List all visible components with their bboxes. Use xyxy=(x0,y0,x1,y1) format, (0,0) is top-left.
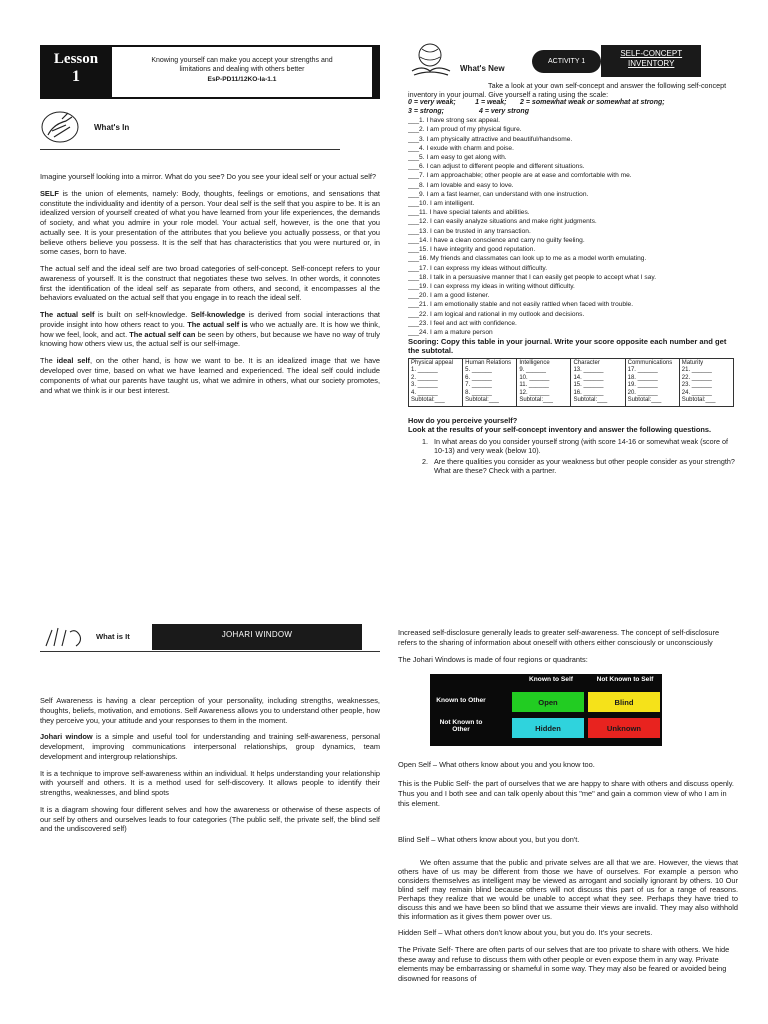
hidden-quadrant: Hidden xyxy=(512,718,584,738)
score-entry: 18. ______ xyxy=(627,374,658,381)
inventory-item: ___10. I am intelligent. xyxy=(408,200,475,208)
score-entry: 14. ______ xyxy=(573,374,604,381)
inventory-list xyxy=(408,116,738,337)
what-is-it-header xyxy=(40,622,380,652)
activity-intro: Take a look at your own self-concept and answer the following self-concept inventory in your journal. Give yourself a rating using the scale: xyxy=(408,81,727,99)
inventory-item: ___3. I am physically attractive and beautiful/handsome. xyxy=(408,135,573,143)
inventory-item: ___13. I can be trusted in any transaction. xyxy=(408,227,531,235)
score-entry: 1. ______ xyxy=(411,367,438,374)
score-entry: 15. ______ xyxy=(573,382,604,389)
inventory-item: ___20. I am a good listener. xyxy=(408,292,490,300)
inventory-item: ___16. My friends and classmates can look up to me as a model worth emulating. xyxy=(408,255,647,263)
score-table-row xyxy=(409,358,734,406)
what-is-it-panel xyxy=(40,622,380,1022)
inventory-item: ___17. I can express my ideas without difficulty. xyxy=(408,264,548,272)
score-entry: 22. ______ xyxy=(681,374,712,381)
score-entry: 19. ______ xyxy=(627,382,658,389)
whats-in-header xyxy=(40,109,340,150)
hidden-self-definition: Hidden Self – What others don't know about you, but you do. It's your secrets. xyxy=(398,927,653,937)
score-category-cell xyxy=(571,358,625,406)
lesson-tagline: Knowing yourself can make you accept your strengths and limitations and dealing with others better xyxy=(151,57,333,73)
score-entry: 3. ______ xyxy=(411,382,438,389)
lesson-header xyxy=(40,45,380,99)
paragraph-self-awareness: Self Awareness is having a clear perception of your personality, including strengths, weaknesses, thoughts, beliefs, motivation, and emotions. Self Awareness allows you to understand other people, how they perceive you, your attitude and your responses to them in the moment. xyxy=(40,696,380,725)
unknown-quadrant: Unknown xyxy=(588,718,660,738)
score-category-cell xyxy=(409,358,463,406)
inventory-item: ___18. I talk in a persuasive manner that I can easily get people to accept what I say. xyxy=(408,273,657,281)
paragraph-johari-technique: It is a technique to improve self-awareness within an individual. It helps understanding your relationship with yourself and others. It is a method used for self-discovery. It allows people to identify their strengths, weaknesses, and blind spots xyxy=(40,768,380,798)
inventory-item: ___9. I am a fast learner, can understand with one instruction. xyxy=(408,190,589,198)
lesson-badge xyxy=(40,45,112,99)
hands-icon xyxy=(40,624,90,650)
score-category-heading: Physical appeal xyxy=(411,359,454,366)
whats-new-header xyxy=(408,40,738,82)
score-entry: 17. ______ xyxy=(627,367,658,374)
inventory-item: ___14. I have a clean conscience and carry no guilty feeling. xyxy=(408,236,585,244)
score-entry: 4. ______ xyxy=(411,389,438,396)
hands-globe-icon xyxy=(408,41,454,81)
inventory-item: ___6. I can adjust to different people and different situations. xyxy=(408,163,585,171)
inventory-item: ___11. I have special talents and abilities. xyxy=(408,209,530,217)
score-category-heading: Human Relations xyxy=(465,359,512,366)
activity-title xyxy=(601,45,701,77)
perceive-instructions: Look at the results of your self-concept inventory and answer the following questions. xyxy=(408,424,712,434)
row-header-not-known: Not Known to Other xyxy=(439,719,483,734)
score-entry: 12. ______ xyxy=(519,389,550,396)
score-category-cell xyxy=(463,358,517,406)
col-header-known: Known to Self xyxy=(529,676,573,684)
paragraph-johari-definition: Johari window is a simple and useful tool for understanding and training self-awareness, personal development, improving communications interpersonal relationships, group dynamics, team development and intergroup relationships. xyxy=(40,732,380,761)
inventory-item: ___22. I am logical and rational in my outlook and decisions. xyxy=(408,310,585,318)
score-entry: 20. ______ xyxy=(627,389,658,396)
open-quadrant: Open xyxy=(512,692,584,712)
hand-icon xyxy=(40,109,84,145)
inventory-item: ___2. I am proud of my physical figure. xyxy=(408,126,522,134)
johari-window-title: JOHARI WINDOW xyxy=(152,624,362,650)
open-self-definition: Open Self – What others know about you and you know too. xyxy=(398,760,595,770)
score-category-heading: Communications xyxy=(627,359,673,366)
what-is-it-heading: What is It xyxy=(96,632,130,641)
scale-line-1: 0 = very weak; 1 = weak; 2 = somewhat weak or somewhat at strong; xyxy=(408,99,665,107)
paragraph-actual-self: The actual self is built on self-knowledge. Self-knowledge is derived from social interactions that provide insight into how others react to you. The actual self is who we actually are. It is how we think, how we feel, look, and act. The actual self can be seen by others, but because we have no way of truly knowing how others view us, the actual self is our self-image. xyxy=(40,310,380,349)
reflection-question: 1. In what areas do you consider yourself strong (with score 14-16 or somewhat weak (score of 10-13) and very weak (below 10). xyxy=(430,437,738,455)
blind-self-definition: Blind Self – What others know about you, but you don't. xyxy=(398,834,580,844)
reflection-question: 2. Are there qualities you consider as your weakness but other people consider as your strength? What are these? Check with a partner. xyxy=(430,457,738,475)
score-entry: 10. ______ xyxy=(519,374,550,381)
score-category-heading: Maturity xyxy=(681,359,704,366)
lesson-tagline-box xyxy=(112,45,380,99)
score-category-cell xyxy=(625,358,679,406)
scoring-instructions: Scoring: Copy this table in your journal. Write your score opposite each number and get the subtotal. xyxy=(408,337,727,356)
score-entry: 2. ______ xyxy=(411,374,438,381)
row-header-known: Known to Other xyxy=(436,697,486,705)
score-entry: Subtotal:___ xyxy=(681,397,716,404)
johari-window-diagram xyxy=(430,674,662,746)
inventory-item: ___21. I am emotionally stable and not easily rattled when faced with trouble. xyxy=(408,301,634,309)
score-entry: 16. ______ xyxy=(573,389,604,396)
inventory-item: ___4. I exude with charm and poise. xyxy=(408,144,514,152)
lesson-number: 1 xyxy=(72,67,80,85)
hidden-self-description: The Private Self- There are often parts of our selves that are too private to share with others. We hide these away and refuse to discuss them with other people or even expose them in any way. Private elements may be embarrassing or shameful in some way. They may also be feared or avoided being disowned for reasons of xyxy=(398,944,730,984)
inventory-item: ___12. I can easily analyze situations and make right judgments. xyxy=(408,218,597,226)
score-entry: Subtotal:___ xyxy=(573,397,608,404)
score-entry: 9. ______ xyxy=(519,367,547,374)
whats-in-heading: What's In xyxy=(94,122,130,132)
score-entry: 7. ______ xyxy=(465,382,492,389)
quadrants-intro: The Johari Windows is made of four regions or quadrants: xyxy=(398,654,588,664)
paragraph-self-definition: SELF is the union of elements, namely: Body, thoughts, feelings or emotions, and sensations that constitute the individuality and identity of a person. Your deal self is the self that you aspire to be. It is an idealized version of yourself created of what you have learned from your life experiences, the demands of society, and what you admire in your role model. Your actual self, however, is the one that you actually see. It is your presentation of the attributes that you believe you actually possess, or that you believe others believe you possess. It is the self that has characteristics that you were nurtured or, in some cases, born to have. xyxy=(40,188,380,257)
inventory-item: ___8. I am lovable and easy to love. xyxy=(408,181,514,189)
paragraph-mirror: Imagine yourself looking into a mirror. What do you see? Do you see your ideal self or your actual self? xyxy=(40,172,377,181)
inventory-item: ___15. I have integrity and good reputation. xyxy=(408,246,536,254)
lesson-intro-panel xyxy=(40,45,380,605)
self-disclosure-paragraph: Increased self-disclosure generally leads to greater self-awareness. The concept of self-disclosure refers to the sharing of information about oneself with others either consciously or unconsciously xyxy=(398,628,720,647)
score-entry: 5. ______ xyxy=(465,367,492,374)
score-category-heading: Character xyxy=(573,359,600,366)
score-entry: Subtotal:___ xyxy=(465,397,499,404)
score-entry: 8. ______ xyxy=(465,389,492,396)
blind-self-description: We often assume that the public and private selves are all that we are. However, the views that others have of us may be different from those we have of ourselves. For example a person who considers themselves as intelligent may be viewed as arrogant and socially ignorant by others. 10 Our blind self may remain blind because others will not discuss this part of us for a range of reasons. Perhaps they realize that we would be unable to accept what they see. Perhaps they have tried to discuss this and we have been so blind that we assume their views are invalid. They may also withhold this information as it gives them power over us. xyxy=(398,857,738,921)
score-entry: 6. ______ xyxy=(465,374,492,381)
whats-new-heading: What's New xyxy=(460,63,505,73)
score-table xyxy=(408,358,734,407)
score-entry: Subtotal:___ xyxy=(411,397,445,404)
competency-code: EsP-PD11/12KO-Ia-1.1 xyxy=(207,75,277,83)
activity-panel xyxy=(408,40,738,610)
score-entry: 24. ______ xyxy=(681,389,712,396)
lesson-label: Lesson xyxy=(53,51,99,67)
score-entry: 13. ______ xyxy=(573,367,604,374)
paragraph-self-concept: The actual self and the ideal self are two broad categories of self-concept. Self-concept refers to your awareness of yourself. It is the construct that negotiates these two selves. In other words, it connotes first the identification of the ideal self as separate from others, and second, it encompasses al the behaviors evaluated on the actual self that you engage in to reach the ideal self. xyxy=(40,264,380,303)
score-entry: 21. ______ xyxy=(681,367,712,374)
score-category-heading: Intelligence xyxy=(519,359,550,366)
open-self-description: This is the Public Self- the part of ourselves that we are happy to share with others and discuss openly. Thus you and I both see and can talk openly about this "me" and gain a common view of who I am in this element. xyxy=(398,779,734,808)
activity-title-line2: INVENTORY xyxy=(628,58,675,68)
reflection-questions xyxy=(430,437,738,475)
perceive-question: How do you perceive yourself? xyxy=(408,415,518,425)
inventory-item: ___24. I am a mature person xyxy=(408,329,493,337)
score-category-cell xyxy=(517,358,571,406)
score-entry: Subtotal:___ xyxy=(627,397,662,404)
score-category-cell xyxy=(679,358,733,406)
score-entry: 23. ______ xyxy=(681,382,712,389)
score-entry: 11. ______ xyxy=(519,382,549,389)
activity-badge: ACTIVITY 1 xyxy=(532,50,601,73)
col-header-not-known: Not Known to Self xyxy=(596,676,654,684)
inventory-item: ___1. I have strong sex appeal. xyxy=(408,117,501,125)
scale-line-2: 3 = strong; 4 = very strong xyxy=(408,107,529,115)
johari-panel xyxy=(398,628,738,1024)
inventory-item: ___23. I feel and act with confidence. xyxy=(408,319,517,327)
perceive-heading xyxy=(408,417,738,435)
inventory-item: ___5. I am easy to get along with. xyxy=(408,153,507,161)
blind-quadrant: Blind xyxy=(588,692,660,712)
activity-title-line1: SELF-CONCEPT xyxy=(620,49,683,58)
paragraph-johari-diagram: It is a diagram showing four different selves and how the awareness or otherwise of these aspects of our self by others and ourselves leads to four categories (The public self, the private self, the blind self and the undiscovered self) xyxy=(40,804,380,834)
inventory-item: ___19. I can express my ideas in writing without difficulty. xyxy=(408,283,575,290)
score-entry: Subtotal:___ xyxy=(519,397,554,404)
paragraph-ideal-self: The ideal self, on the other hand, is how we want to be. It is an idealized image that we have developed over time, based on what we have learned and experienced. The ideal self could include components of what our parents have taught us, what we admire in others, what our society promotes, and what we think is ir our best interest. xyxy=(40,356,380,395)
inventory-item: ___7. I am approachable; other people are at ease and comfortable with me. xyxy=(408,172,632,180)
